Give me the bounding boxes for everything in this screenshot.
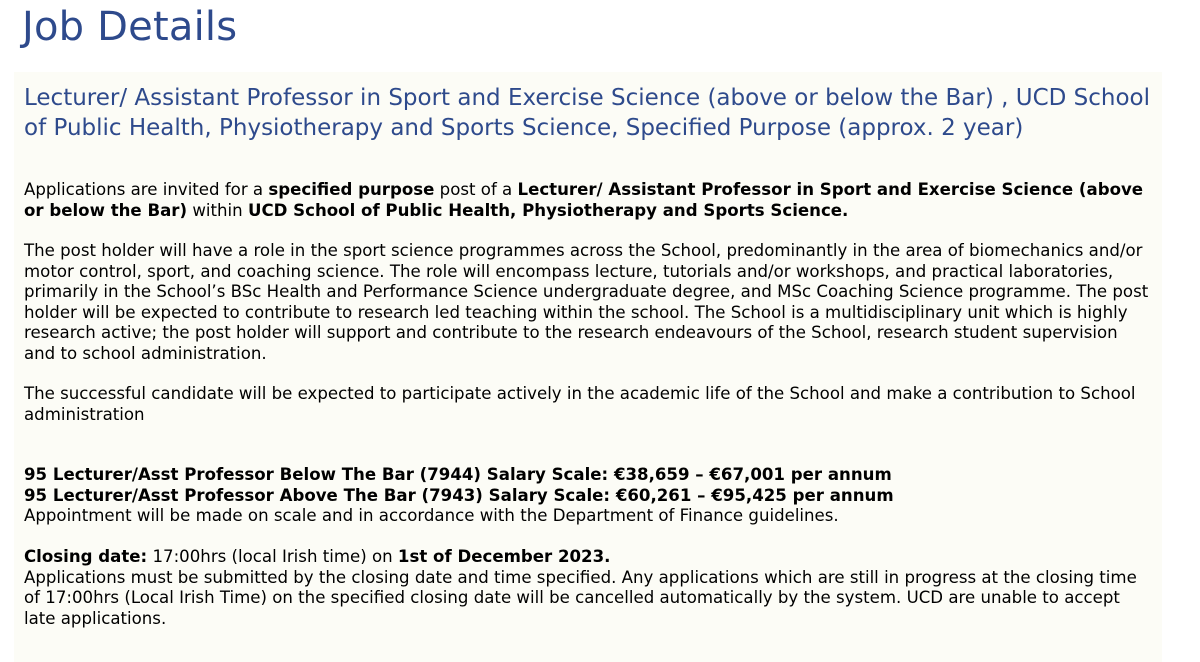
salary-below-bar: 95 Lecturer/Asst Professor Below The Bar (7944) Salary Scale: €38,659 – €67,001 per annum: [24, 465, 892, 484]
intro-text-2: post of a: [434, 180, 518, 199]
intro-text-1: Applications are invited for a: [24, 180, 269, 199]
closing-time: 17:00hrs (local Irish time) on: [147, 547, 398, 566]
intro-text-3: within: [187, 200, 248, 220]
page-heading: Job Details: [22, 4, 238, 50]
intro-bold-post-type: specified purpose: [268, 180, 435, 199]
closing-note: Applications must be submitted by the closing date and time specified. Any applications which are still in progress at the closing time of 17:00hrs (Local Irish Time) on the specified closing date will be cancelled automatically by the system. UCD are unable to accept late applications.: [24, 567, 1137, 628]
intro-bold-position: Lecturer/ Assistant Professor in Sport and Exercise Science (above or below the Bar): [24, 180, 1144, 220]
success-paragraph: The successful candidate will be expected to participate actively in the academic life of the School and make a contribution to School administration: [24, 384, 1136, 424]
role-paragraph: The post holder will have a role in the sport science programmes across the School, predominantly in the area of biomechanics and/or motor control, sport, and coaching science. The role will encompass lecture, tutorials and/or workshops, and practical laboratories, primarily in the School’s BSc Health and Performance Science undergraduate degree, and MSc Coaching Science programme. The post holder will be expected to contribute to research led teaching within the school. The School is a multidisciplinary unit which is highly research active; the post holder will support and contribute to the research endeavours of the School, research student supervision and to school administration.: [24, 241, 1149, 363]
closing-date-value: 1st of December 2023.: [397, 547, 611, 566]
job-title: Lecturer/ Assistant Professor in Sport and Exercise Science (above or below the Bar) , UCD School of Public Health, Physiotherapy and Sports Science, Specified Purpose (approx. 2 year): [24, 85, 1151, 141]
intro-paragraph: [24, 180, 1154, 221]
salary-note: Appointment will be made on scale and in accordance with the Department of Finance guidelines.: [24, 506, 839, 525]
closing-date-label: Closing date:: [24, 547, 148, 566]
intro-bold-school: UCD School of Public Health, Physiotherapy and Sports Science.: [247, 200, 849, 220]
salary-section: [24, 465, 1154, 527]
salary-above-bar: 95 Lecturer/Asst Professor Above The Bar (7943) Salary Scale: €60,261 – €95,425 per annum: [24, 485, 894, 505]
job-details-panel: [14, 72, 1162, 662]
closing-section: [24, 547, 1154, 629]
